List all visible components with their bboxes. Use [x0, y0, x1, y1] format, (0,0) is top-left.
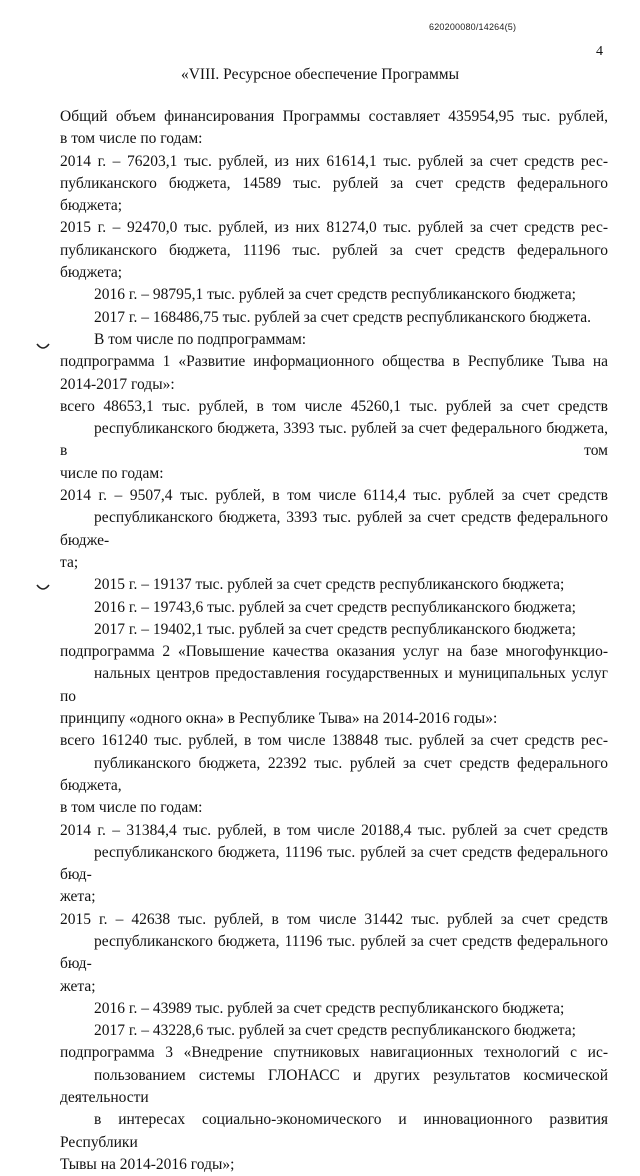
paragraph-line: в том числе по годам: — [60, 130, 203, 148]
paragraph-line: в интересах социально-экономического и инновационного развития Республики — [60, 1111, 608, 1151]
paragraph — [60, 485, 608, 574]
paragraph-line: нальных центров предоставления государственных и муниципальных услуг по — [60, 665, 608, 705]
paragraph — [60, 106, 608, 151]
paragraph — [60, 909, 608, 998]
paragraph-line: республиканского бюджета, 11196 тыс. рублей за счет средств федерального бюд- — [60, 843, 608, 884]
paragraph — [60, 1020, 608, 1042]
paragraph — [60, 619, 608, 641]
paragraph-line: жета; — [60, 977, 96, 995]
paragraph-line: 2014 г. – 9507,4 тыс. рублей, в том числе 6114,4 тыс. рублей за счет средств — [60, 487, 608, 505]
paragraph-line: подпрограмма 2 «Повышение качества оказания услуг на базе многофункцио- — [60, 643, 608, 661]
paragraph-line: 2016 г. – 98795,1 тыс. рублей за счет средств республиканского бюджета; — [94, 286, 576, 304]
paragraph-line: 2014 г. – 76203,1 тыс. рублей, из них 61614,1 тыс. рублей за счет средств рес- — [60, 152, 608, 170]
paragraph-line: 2015 г. – 92470,0 тыс. рублей, из них 81274,0 тыс. рублей за счет средств рес- — [60, 219, 608, 237]
paragraph — [60, 396, 608, 485]
paragraph-line: 2014-2017 годы»: — [60, 375, 175, 393]
section-title: «VIII. Ресурсное обеспечение Программы — [180, 66, 459, 83]
paragraph — [60, 574, 608, 596]
paragraph-line: В том числе по подпрограммам: — [94, 330, 307, 348]
paragraph — [60, 284, 608, 306]
paragraph-line: публиканского бюджета, 22392 тыс. рублей за счет средств федерального бюджета, — [60, 754, 608, 794]
document-body — [60, 106, 608, 1176]
paragraph — [60, 1042, 608, 1176]
paragraph-line: Общий объем финансирования Программы составляет 435954,95 тыс. рублей, — [60, 108, 608, 125]
paragraph-line: публиканского бюджета, 14589 тыс. рублей за счет средств федерального бюджета; — [60, 174, 608, 215]
paragraph-line: подпрограмма 3 «Внедрение спутниковых навигационных технологий с ис- — [60, 1044, 608, 1062]
paragraph-line: подпрограмма 1 «Развитие информационного общества в Республике Тыва на — [60, 353, 608, 371]
paragraph — [60, 307, 608, 329]
paragraph-line: пользованием системы ГЛОНАСС и других результатов космической деятельности — [60, 1066, 608, 1107]
paragraph — [60, 730, 608, 819]
paragraph-line: 2014 г. – 31384,4 тыс. рублей, в том числе 20188,4 тыс. рублей за счет средств — [60, 821, 608, 839]
paragraph — [60, 641, 608, 730]
paragraph-line: 2017 г. – 168486,75 тыс. рублей за счет средств республиканского бюджета. — [94, 308, 591, 326]
paragraph-line: всего 161240 тыс. рублей, в том числе 138848 тыс. рублей за счет средств рес- — [60, 732, 608, 750]
paragraph-line: 2017 г. – 43228,6 тыс. рублей за счет средств республиканского бюджета; — [94, 1022, 576, 1040]
paragraph-line: Тывы на 2014-2016 годы»; — [60, 1155, 235, 1173]
paragraph-line: в том числе по годам: — [60, 799, 203, 817]
paragraph — [60, 998, 608, 1020]
paragraph-line: та; — [60, 553, 79, 571]
paragraph — [60, 151, 608, 218]
paragraph-line: 2016 г. – 19743,6 тыс. рублей за счет средств республиканского бюджета; — [94, 598, 576, 616]
paragraph-line: принципу «одного окна» в Республике Тыва» на 2014-2016 годы»: — [60, 710, 498, 728]
paragraph — [60, 351, 608, 396]
paragraph — [60, 597, 608, 619]
punch-hole-mark-icon — [36, 584, 50, 592]
paragraph-line: 2015 г. – 42638 тыс. рублей, в том числе 31442 тыс. рублей за счет средств — [60, 910, 608, 928]
paragraph-line: 2015 г. – 19137 тыс. рублей за счет средств республиканского бюджета; — [94, 576, 565, 594]
paragraph — [60, 217, 608, 284]
paragraph — [60, 820, 608, 909]
paragraph-line: республиканского бюджета, 3393 тыс. рублей за счет средств федерального бюдже- — [60, 509, 608, 549]
page-number: 4 — [596, 44, 603, 59]
paragraph — [60, 329, 608, 351]
paragraph-line: числе по годам: — [60, 464, 164, 482]
paragraph-line: 2017 г. – 19402,1 тыс. рублей за счет средств республиканского бюджета; — [94, 620, 576, 638]
paragraph-line: республиканского бюджета, 3393 тыс. рублей за счет федерального бюджета, в том — [60, 420, 608, 460]
paragraph-line: всего 48653,1 тыс. рублей, в том числе 45260,1 тыс. рублей за счет средств — [60, 397, 608, 415]
paragraph-line: публиканского бюджета, 11196 тыс. рублей за счет средств федерального бюджета; — [60, 241, 608, 282]
paragraph-line: жета; — [60, 888, 96, 906]
paragraph-line: 2016 г. – 43989 тыс. рублей за счет средств республиканского бюджета; — [94, 999, 565, 1017]
punch-hole-mark-icon — [36, 343, 50, 351]
paragraph-line: республиканского бюджета, 11196 тыс. рублей за счет средств федерального бюд- — [60, 932, 608, 973]
document-code: 620200080/14264(5) — [429, 22, 517, 32]
